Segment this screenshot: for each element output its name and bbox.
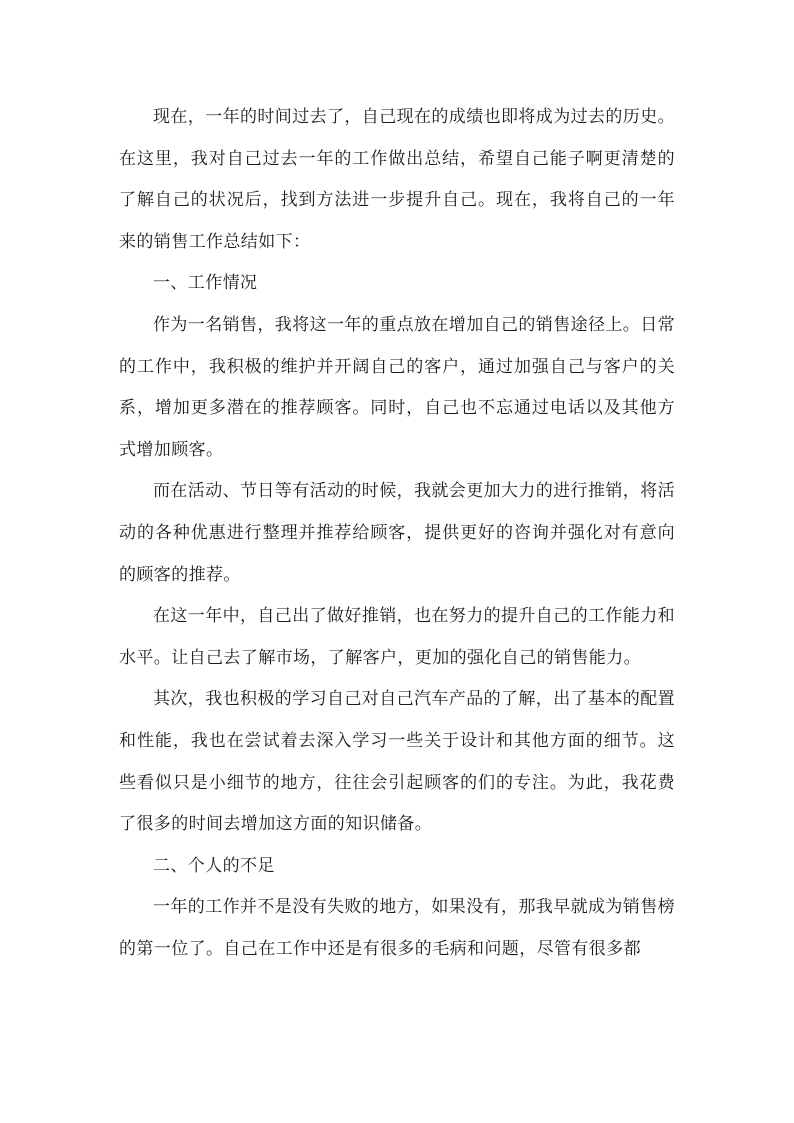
document-body bbox=[119, 97, 675, 970]
paragraph-product-knowledge: 其次，我也积极的学习自己对自己汽车产品的了解，出了基本的配置和性能，我也在尝试着去深入学习一些关于设计和其他方面的细节。这些看似只是小细节的地方，往往会引起顾客的们的专注。为此，我花费了很多的时间去增加这方面的知识储备。 bbox=[119, 689, 675, 835]
paragraph-intro: 现在，一年的时间过去了，自己现在的成绩也即将成为过去的历史。在这里，我对自己过去一年的工作做出总结，希望自己能子啊更清楚的了解自己的状况后，找到方法进一步提升自己。现在，我将自己的一年来的销售工作总结如下： bbox=[119, 107, 675, 252]
heading-shortcomings: 二、个人的不足 bbox=[153, 855, 275, 876]
paragraph-promotions: 而在活动、节日等有活动的时候，我就会更加大力的进行推销，将活动的各种优惠进行整理并推荐给顾客，提供更好的咨询并强化对有意向的顾客的推荐。 bbox=[119, 481, 675, 585]
paragraph-self-improvement: 在这一年中，自己出了做好推销，也在努力的提升自己的工作能力和水平。让自己去了解市场，了解客户，更加的强化自己的销售能力。 bbox=[119, 606, 675, 668]
paragraph-failures: 一年的工作并不是没有失败的地方，如果没有，那我早就成为销售榜的第一位了。自己在工作中还是有很多的毛病和问题，尽管有很多都 bbox=[119, 897, 675, 959]
heading-work-situation: 一、工作情况 bbox=[153, 273, 258, 294]
paragraph-sales-channels: 作为一名销售，我将这一年的重点放在增加自己的销售途径上。日常的工作中，我积极的维护并开阔自己的客户，通过加强自己与客户的关系，增加更多潜在的推荐顾客。同时，自己也不忘通过电话以及其他方式增加顾客。 bbox=[119, 314, 675, 460]
